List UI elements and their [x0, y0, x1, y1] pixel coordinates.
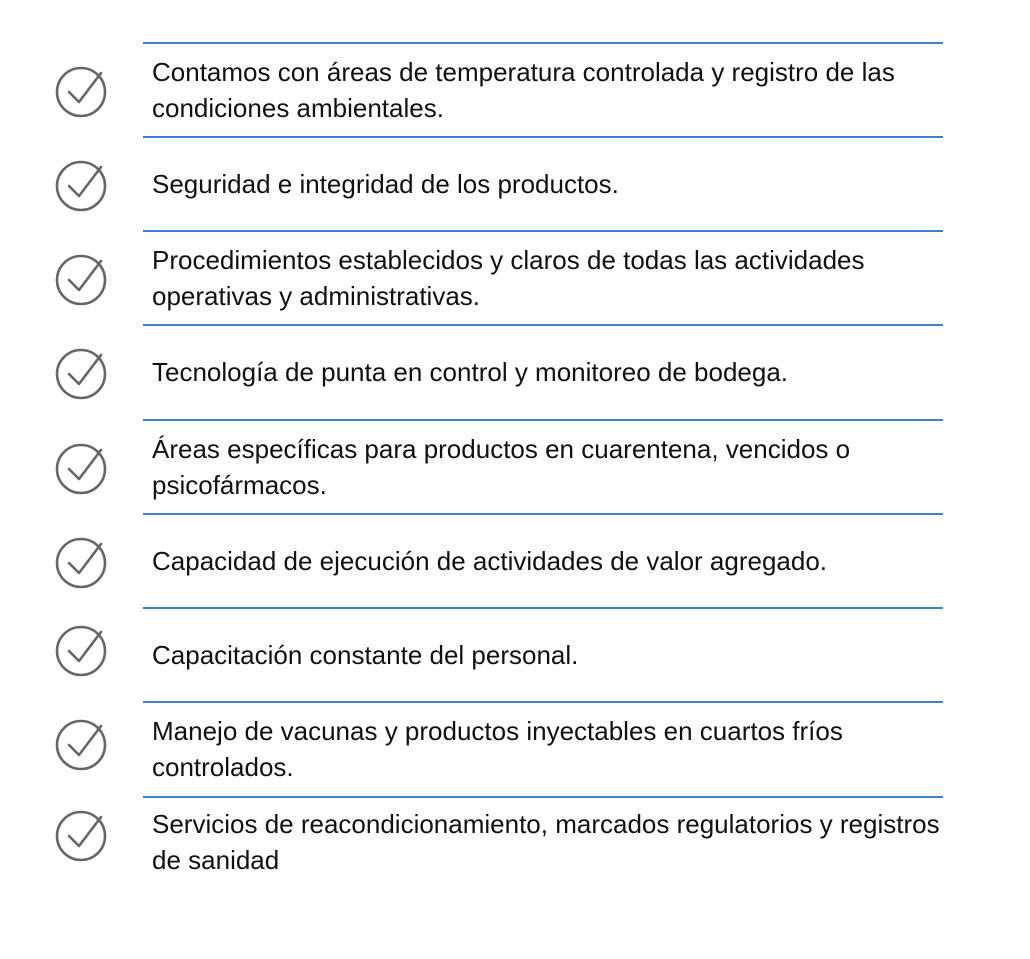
check-circle-icon — [55, 346, 109, 400]
item-text: Seguridad e integridad de los productos. — [152, 169, 619, 199]
item-text: Contamos con áreas de temperatura controlada y registro de las condiciones ambientales. — [152, 57, 895, 123]
list-item — [0, 326, 1030, 421]
list-item — [0, 798, 1030, 893]
check-circle-icon — [55, 623, 109, 677]
check-circle-icon — [55, 158, 109, 212]
item-text: Manejo de vacunas y productos inyectables en cuartos fríos controlados. — [152, 716, 843, 782]
list-item — [0, 703, 1030, 798]
check-circle-icon — [55, 441, 109, 495]
check-circle-icon — [55, 717, 109, 771]
list-item — [0, 609, 1030, 704]
item-text: Capacidad de ejecución de actividades de valor agregado. — [152, 546, 828, 576]
item-text: Capacitación constante del personal. — [152, 640, 579, 670]
item-text: Procedimientos establecidos y claros de todas las actividades operativas y administrativas. — [152, 245, 865, 311]
list-item — [0, 515, 1030, 610]
check-circle-icon — [55, 535, 109, 589]
check-circle-icon — [55, 64, 109, 118]
list-item — [0, 138, 1030, 233]
list-item — [0, 421, 1030, 516]
list-item — [0, 232, 1030, 327]
item-text: Servicios de reacondicionamiento, marcados regulatorios y registros de sanidad — [152, 809, 940, 875]
item-text: Tecnología de punta en control y monitoreo de bodega. — [152, 357, 789, 387]
list-item — [0, 44, 1030, 139]
check-circle-icon — [55, 252, 109, 306]
item-text: Áreas específicas para productos en cuarentena, vencidos o psicofármacos. — [152, 434, 851, 500]
check-circle-icon — [55, 808, 109, 862]
